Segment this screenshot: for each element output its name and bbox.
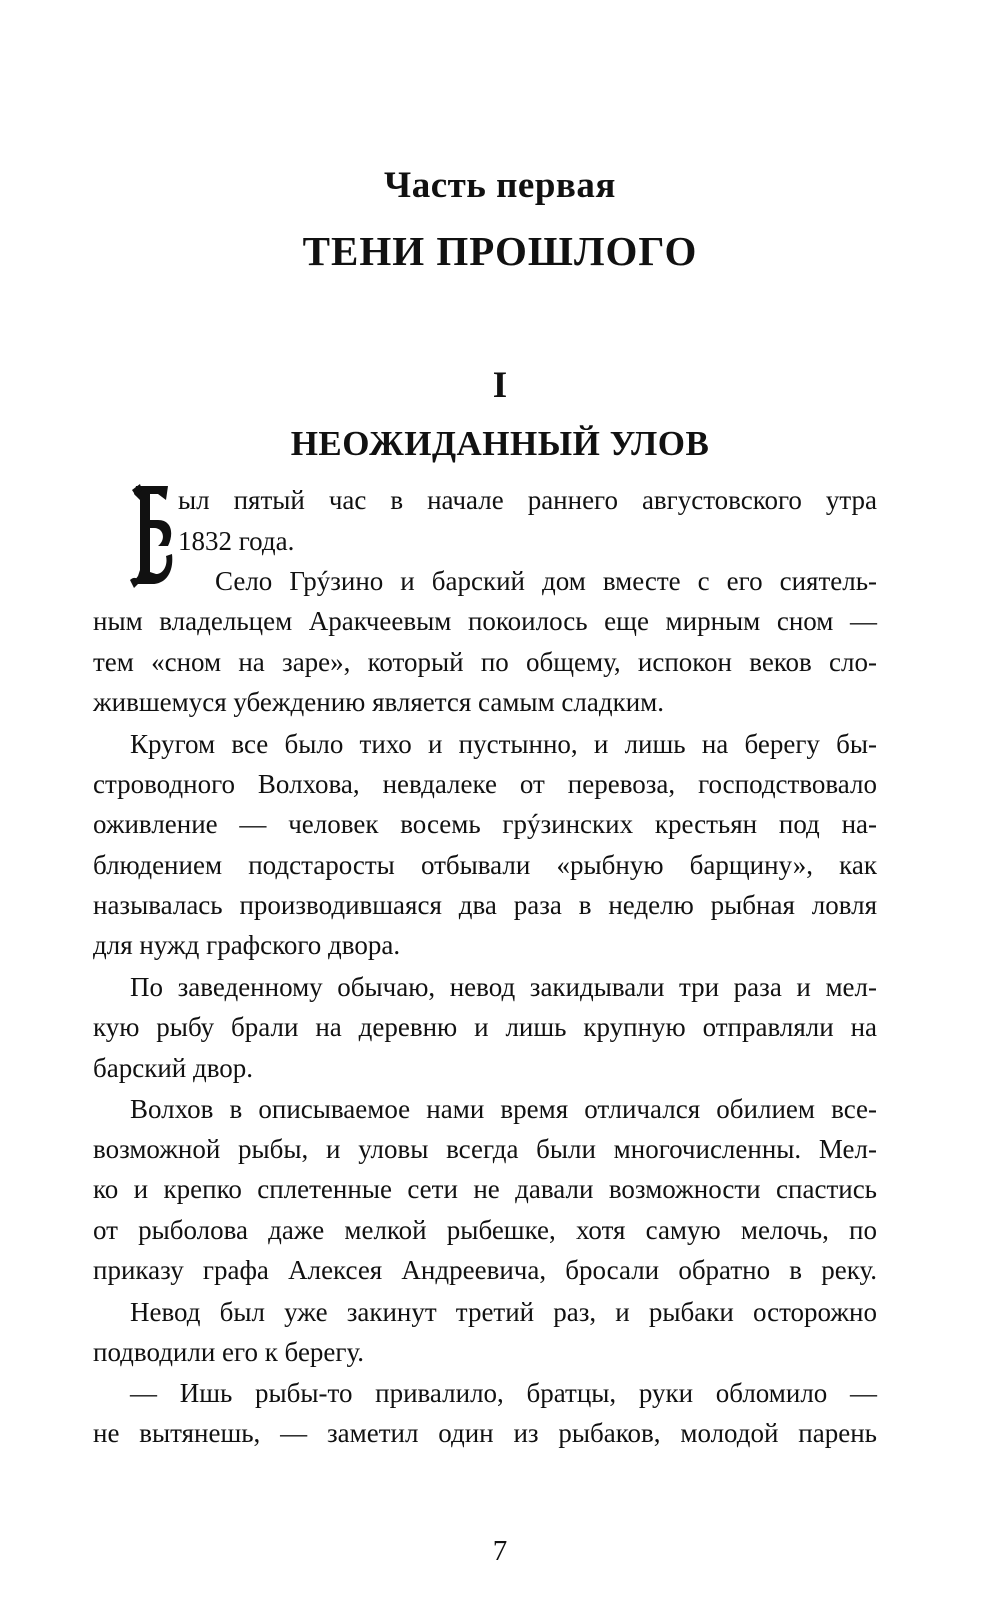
text-line: Село Грýзино и барский дом вместе с его сиятель-: [215, 566, 877, 596]
text-line: — Ишь рыбы-то привалило, братцы, руки обломило —: [130, 1378, 877, 1408]
page-number: 7: [492, 1535, 508, 1567]
text-line: ко и крепко сплетенные сети не давали возможности спастись: [93, 1174, 877, 1204]
drop-cap: [128, 480, 174, 590]
drop-cap-letter-b: [128, 480, 174, 590]
text-line: для нужд графского двора.: [93, 930, 401, 960]
text-line: 1832 года.: [178, 526, 295, 556]
text-line: от рыболова даже мелкой рыбешке, хотя самую мелочь, по: [93, 1215, 877, 1245]
text-line: тем «сном на заре», который по общему, испокон веков сло-: [93, 647, 877, 677]
text-line: Кругом все было тихо и пустынно, и лишь на берегу бы-: [130, 729, 877, 759]
text-line: барский двор.: [93, 1053, 254, 1083]
text-line: подводили его к берегу.: [93, 1337, 365, 1367]
part-title: Часть первая: [384, 165, 616, 206]
text-line: жившемуся убеждению является самым сладким.: [93, 687, 664, 717]
text-line: строводного Волхова, невдалеке от перевоза, господствовало: [93, 769, 877, 799]
text-line: не вытянешь, — заметил один из рыбаков, молодой парень: [93, 1418, 877, 1448]
book-title: ТЕНИ ПРОШЛОГО: [302, 228, 698, 274]
text-line: ным владельцем Аракчеевым покоилось еще мирным сном —: [93, 606, 877, 636]
chapter-title: НЕОЖИДАННЫЙ УЛОВ: [290, 424, 710, 463]
text-line: возможной рыбы, и уловы всегда были многочисленны. Мел-: [93, 1134, 877, 1164]
text-line: приказу графа Алексея Андреевича, бросали обратно в реку.: [93, 1255, 877, 1285]
chapter-number: I: [492, 365, 508, 406]
text-line: Невод был уже закинут третий раз, и рыбаки осторожно: [130, 1297, 877, 1327]
text-line: блюдением подстаросты отбывали «рыбную барщину», как: [93, 850, 877, 880]
text-line: ыл пятый час в начале раннего августовского утра: [178, 485, 877, 515]
text-line: оживление — человек восемь грýзинских крестьян под на-: [93, 809, 877, 839]
text-line: называлась производившаяся два раза в неделю рыбная ловля: [93, 890, 877, 920]
text-line: Волхов в описываемое нами время отличался обилием все-: [130, 1094, 877, 1124]
text-line: кую рыбу брали на деревню и лишь крупную отправляли на: [93, 1012, 877, 1042]
text-line: По заведенному обычаю, невод закидывали три раза и мел-: [130, 972, 877, 1002]
